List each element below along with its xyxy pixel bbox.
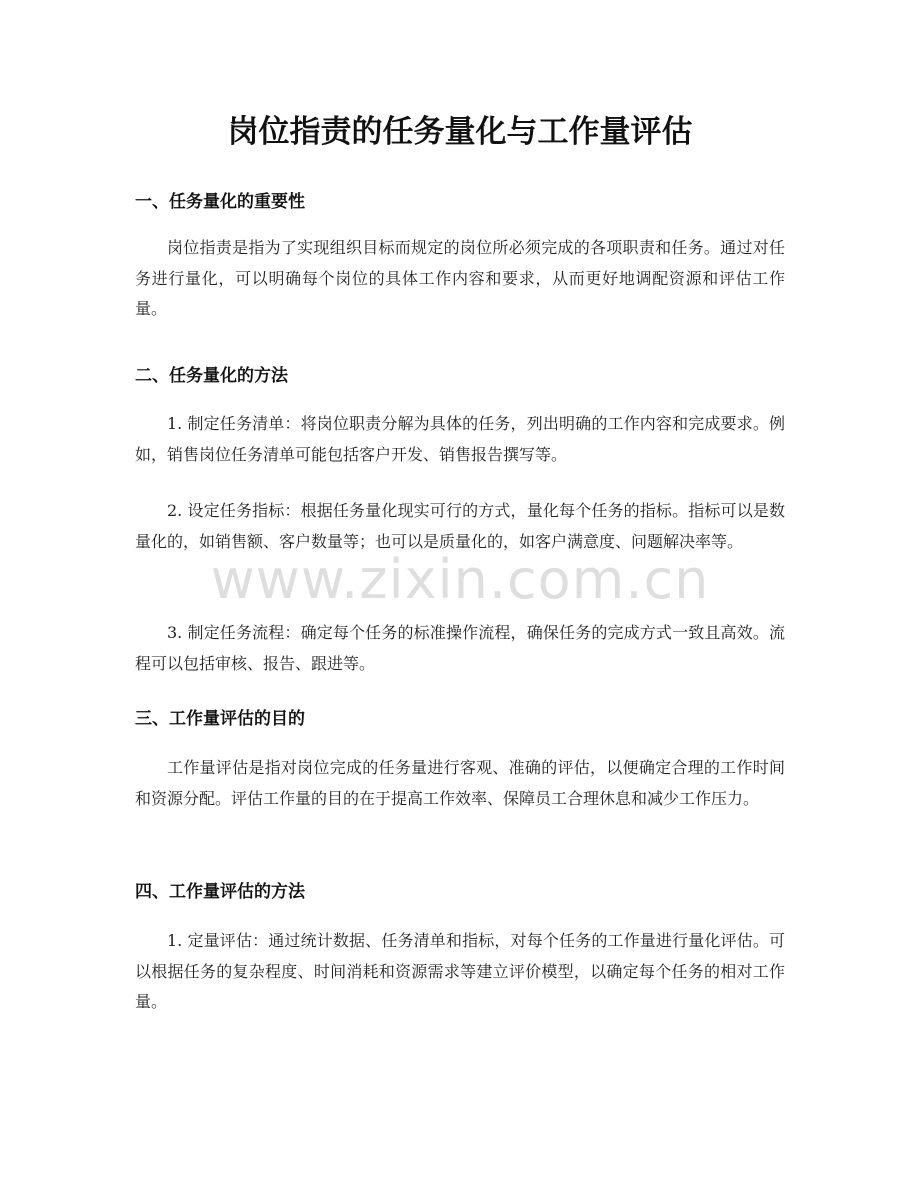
paragraph-task-indicators: 2. 设定任务指标：根据任务量化现实可行的方式，量化每个任务的指标。指标可以是数量化的，如销售额、客户数量等；也可以是质量化的，如客户满意度、问题解决率等。 xyxy=(135,501,785,551)
section-heading-purpose: 三、工作量评估的目的 xyxy=(135,709,305,729)
page-title: 岗位指责的任务量化与工作量评估 xyxy=(227,114,693,150)
paragraph-task-list: 1. 制定任务清单：将岗位职责分解为具体的任务，列出明确的工作内容和完成要求。例如，销售岗位任务清单可能包括客户开发、销售报告撰写等。 xyxy=(135,414,785,464)
section-heading-evaluation-methods: 四、工作量评估的方法 xyxy=(135,882,305,902)
watermark: www.zixin.com.cn xyxy=(210,548,710,611)
paragraph-purpose: 工作量评估是指对岗位完成的任务量进行客观、准确的评估，以便确定合理的工作时间和资源分配。评估工作量的目的在于提高工作效率、保障员工合理休息和减少工作压力。 xyxy=(135,758,785,808)
section-heading-importance: 一、任务量化的重要性 xyxy=(135,192,305,212)
paragraph-importance: 岗位指责是指为了实现组织目标而规定的岗位所必须完成的各项职责和任务。通过对任务进行量化，可以明确每个岗位的具体工作内容和要求，从而更好地调配资源和评估工作量。 xyxy=(135,238,785,318)
paragraph-task-process: 3. 制定任务流程：确定每个任务的标准操作流程，确保任务的完成方式一致且高效。流程可以包括审核、报告、跟进等。 xyxy=(135,623,785,673)
section-heading-methods: 二、任务量化的方法 xyxy=(135,366,288,386)
paragraph-quantitative-evaluation: 1. 定量评估：通过统计数据、任务清单和指标，对每个任务的工作量进行量化评估。可以根据任务的复杂程度、时间消耗和资源需求等建立评价模型，以确定每个任务的相对工作量。 xyxy=(135,931,785,1011)
